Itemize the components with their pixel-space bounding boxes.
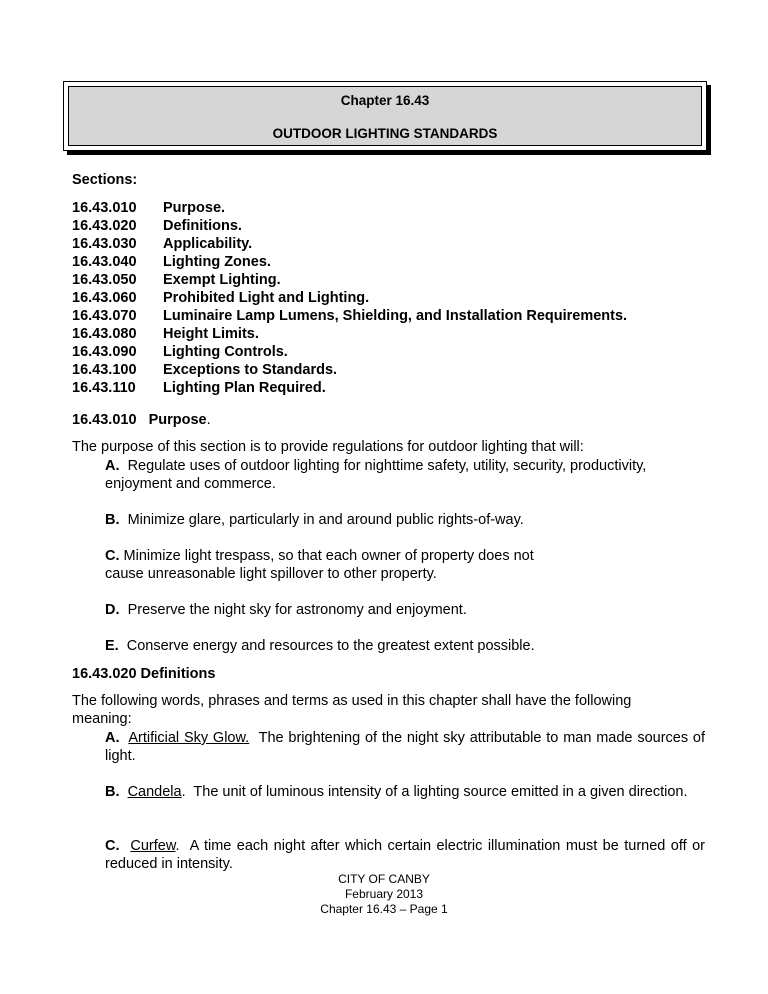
definition-item: B. Candela. The unit of luminous intensity of a lighting source emitted in a given direction.: [105, 784, 688, 800]
chapter-title: OUTDOOR LIGHTING STANDARDS: [272, 126, 498, 141]
purpose-item: [105, 547, 565, 583]
purpose-item: [105, 457, 705, 493]
definitions-heading: 16.43.020 Definitions: [72, 666, 216, 682]
purpose-heading-title: Purpose: [148, 412, 207, 428]
footer-city: CITY OF CANBY: [338, 872, 430, 886]
sections-heading: Sections:: [72, 172, 138, 188]
item-text: Preserve the night sky for astronomy and enjoyment.: [127, 602, 467, 618]
toc-row: [72, 271, 712, 289]
toc-number: 16.43.010: [72, 200, 137, 216]
toc-number: 16.43.050: [72, 272, 137, 288]
page-footer: [0, 872, 768, 917]
toc-number: 16.43.090: [72, 344, 137, 360]
chapter-heading-panel: [68, 86, 702, 146]
toc-number: 16.43.030: [72, 236, 137, 252]
toc-row: [72, 289, 712, 307]
footer-page: Chapter 16.43 – Page 1: [320, 902, 448, 916]
definition-text: The brightening of the night sky attributable to man made sources of light.: [105, 730, 706, 764]
toc-row: [72, 253, 712, 271]
toc-row: [72, 307, 712, 325]
toc-number: 16.43.080: [72, 326, 137, 342]
item-letter: A.: [105, 730, 120, 746]
toc-number: 16.43.040: [72, 254, 137, 270]
toc-number: 16.43.070: [72, 308, 137, 324]
toc-title: Exempt Lighting.: [163, 272, 281, 288]
toc-row: [72, 217, 712, 235]
definitions-intro: The following words, phrases and terms as used in this chapter shall have the following meaning:: [72, 693, 632, 727]
definition-term: Candela: [127, 784, 182, 800]
definition-text: The unit of luminous intensity of a lighting source emitted in a given direction.: [193, 784, 688, 800]
toc-title: Luminaire Lamp Lumens, Shielding, and Installation Requirements.: [163, 308, 628, 324]
sections-list: [72, 199, 712, 397]
toc-title: Lighting Zones.: [163, 254, 271, 270]
toc-title: Exceptions to Standards.: [163, 362, 338, 378]
toc-row: [72, 199, 712, 217]
toc-title: Lighting Controls.: [163, 344, 288, 360]
toc-title: Applicability.: [163, 236, 253, 252]
toc-title: Definitions.: [163, 218, 242, 234]
item-letter: C.: [105, 548, 120, 564]
toc-number: 16.43.060: [72, 290, 137, 306]
toc-row: [72, 343, 712, 361]
chapter-number: Chapter 16.43: [340, 93, 430, 108]
purpose-heading-number: 16.43.010: [72, 412, 137, 428]
definition-item: C. Curfew. A time each night after which certain electric illumination must be turned off or reduced in intensity.: [105, 838, 705, 872]
item-letter: C.: [105, 838, 120, 854]
item-letter: A.: [105, 458, 120, 474]
toc-number: 16.43.100: [72, 362, 137, 378]
item-text: Regulate uses of outdoor lighting for nighttime safety, utility, security, productivity, enjoyment and commerce.: [105, 458, 647, 492]
item-text: Minimize glare, particularly in and around public rights-of-way.: [127, 512, 524, 528]
toc-row: [72, 361, 712, 379]
chapter-heading-box: [63, 81, 707, 151]
item-letter: B.: [105, 512, 120, 528]
purpose-intro: The purpose of this section is to provide regulations for outdoor lighting that will:: [72, 439, 584, 455]
item-letter: E.: [105, 638, 119, 654]
toc-number: 16.43.020: [72, 218, 137, 234]
purpose-item: [105, 601, 705, 619]
definition-term: Artificial Sky Glow.: [128, 730, 250, 746]
definition-text: A time each night after which certain electric illumination must be turned off or reduced in intensity.: [105, 838, 705, 872]
toc-title: Prohibited Light and Lighting.: [163, 290, 370, 306]
item-text: Minimize light trespass, so that each owner of property does not cause unreasonable light spillover to other property.: [105, 548, 534, 582]
item-text: Conserve energy and resources to the greatest extent possible.: [126, 638, 535, 654]
purpose-item: [105, 511, 705, 529]
toc-title: Lighting Plan Required.: [163, 380, 326, 396]
purpose-heading: 16.43.010 Purpose.: [72, 412, 211, 428]
definition-item: [105, 729, 705, 765]
purpose-item: [105, 637, 705, 655]
footer-date: February 2013: [344, 887, 424, 901]
definition-term: Curfew: [130, 838, 176, 854]
toc-row: [72, 379, 712, 397]
toc-number: 16.43.110: [72, 380, 136, 396]
toc-row: [72, 235, 712, 253]
item-letter: B.: [105, 784, 120, 800]
toc-row: [72, 325, 712, 343]
toc-title: Purpose.: [163, 200, 226, 216]
item-letter: D.: [105, 602, 120, 618]
toc-title: Height Limits.: [163, 326, 259, 342]
